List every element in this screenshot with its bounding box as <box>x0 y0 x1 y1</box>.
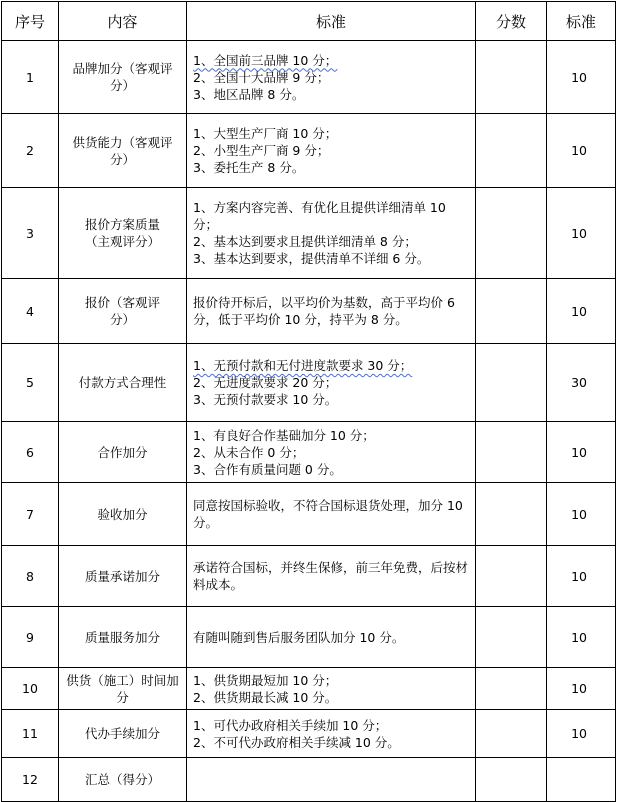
table-row <box>2 344 616 422</box>
row-no: 1 <box>2 41 59 114</box>
table-row <box>2 422 616 483</box>
row-criteria <box>187 41 476 114</box>
criteria-line: 2、从未合作 0 分； <box>193 444 305 460</box>
row-criteria <box>187 188 476 279</box>
row-points <box>476 607 547 668</box>
row-standard: 10 <box>547 710 616 758</box>
header-row <box>2 2 616 41</box>
criteria-line: 2、全国十大品牌 9 分； <box>193 69 330 85</box>
scoring-table <box>1 1 616 802</box>
header-content: 内容 <box>59 2 187 41</box>
table-row <box>2 188 616 279</box>
row-criteria <box>187 422 476 483</box>
row-no: 10 <box>2 668 59 710</box>
row-standard: 10 <box>547 114 616 188</box>
row-points <box>476 422 547 483</box>
row-no: 2 <box>2 114 59 188</box>
row-criteria <box>187 758 476 802</box>
row-points <box>476 668 547 710</box>
row-standard: 10 <box>547 668 616 710</box>
criteria-line: 3、合作有质量问题 0 分。 <box>193 461 342 477</box>
row-points <box>476 41 547 114</box>
row-content: 验收加分 <box>59 483 187 546</box>
criteria-line: 2、不可代办政府相关手续减 10 分。 <box>193 734 400 750</box>
row-content: 质量承诺加分 <box>59 546 187 607</box>
criteria-line: 1、可代办政府相关手续加 10 分； <box>193 717 388 733</box>
row-criteria <box>187 279 476 344</box>
row-no: 4 <box>2 279 59 344</box>
row-content: 代办手续加分 <box>59 710 187 758</box>
row-content: 付款方式合理性 <box>59 344 187 422</box>
row-points <box>476 188 547 279</box>
row-content: 品牌加分（客观评分） <box>59 41 187 114</box>
row-content: 质量服务加分 <box>59 607 187 668</box>
row-points <box>476 279 547 344</box>
table-row <box>2 758 616 802</box>
criteria-line: 2、基本达到要求且提供详细清单 8 分； <box>193 234 417 249</box>
table-row <box>2 668 616 710</box>
criteria-line: 3、地区品牌 8 分。 <box>193 86 305 102</box>
row-standard: 10 <box>547 41 616 114</box>
row-content: 报价（客观评分） <box>59 279 187 344</box>
criteria-line: 1、方案内容完善、有优化且提供详细清单 10 分； <box>193 200 446 232</box>
table-row <box>2 114 616 188</box>
criteria-line: 1、全国前三品牌 10 分； <box>193 52 338 68</box>
row-no: 8 <box>2 546 59 607</box>
criteria-line: 1、大型生产厂商 10 分； <box>193 126 338 141</box>
row-no: 3 <box>2 188 59 279</box>
row-points <box>476 710 547 758</box>
table-row <box>2 483 616 546</box>
row-standard <box>547 758 616 802</box>
criteria-line: 报价待开标后，以平均价为基数，高于平均价 6 分，低于平均价 10 分，持平为 8 分。 <box>193 295 455 327</box>
criteria-line: 2、无进度款要求 20 分； <box>193 375 338 390</box>
row-no: 5 <box>2 344 59 422</box>
criteria-line: 3、基本达到要求，提供清单不详细 6 分。 <box>193 251 430 266</box>
row-standard: 10 <box>547 546 616 607</box>
table-row <box>2 546 616 607</box>
criteria-line: 有随叫随到售后服务团队加分 10 分。 <box>193 629 405 645</box>
header-criteria: 标准 <box>187 2 476 41</box>
row-standard: 10 <box>547 483 616 546</box>
criteria-line: 2、供货期最长减 10 分。 <box>193 689 338 705</box>
criteria-line: 2、小型生产厂商 9 分； <box>193 143 330 158</box>
row-criteria <box>187 114 476 188</box>
row-no: 6 <box>2 422 59 483</box>
criteria-line: 同意按国标验收，不符合国标退货处理，加分 10 分。 <box>193 498 463 530</box>
row-standard: 30 <box>547 344 616 422</box>
row-criteria <box>187 483 476 546</box>
row-content: 报价方案质量（主观评分） <box>59 188 187 279</box>
row-standard: 10 <box>547 607 616 668</box>
table-row <box>2 607 616 668</box>
row-criteria <box>187 344 476 422</box>
criteria-line: 1、有良好合作基础加分 10 分； <box>193 427 375 443</box>
criteria-line: 承诺符合国标，并终生保修，前三年免费，后按材料成本。 <box>193 560 469 592</box>
row-points <box>476 546 547 607</box>
table-row <box>2 41 616 114</box>
row-points <box>476 483 547 546</box>
table-row <box>2 710 616 758</box>
header-points: 分数 <box>476 2 547 41</box>
criteria-line: 3、无预付款要求 10 分。 <box>193 392 338 407</box>
criteria-line: 3、委托生产 8 分。 <box>193 160 305 175</box>
table-row <box>2 279 616 344</box>
row-standard: 10 <box>547 188 616 279</box>
row-content: 供货（施工）时间加分 <box>59 668 187 710</box>
criteria-line: 1、无预付款和无付进度款要求 30 分； <box>193 358 413 373</box>
row-standard: 10 <box>547 422 616 483</box>
row-criteria <box>187 710 476 758</box>
row-no: 12 <box>2 758 59 802</box>
header-standard: 标准 <box>547 2 616 41</box>
row-criteria <box>187 607 476 668</box>
row-criteria <box>187 668 476 710</box>
row-no: 11 <box>2 710 59 758</box>
row-points <box>476 758 547 802</box>
row-content: 汇总（得分） <box>59 758 187 802</box>
row-no: 9 <box>2 607 59 668</box>
row-criteria <box>187 546 476 607</box>
row-content: 供货能力（客观评分） <box>59 114 187 188</box>
header-no: 序号 <box>2 2 59 41</box>
criteria-line: 1、供货期最短加 10 分； <box>193 672 338 688</box>
row-points <box>476 114 547 188</box>
row-points <box>476 344 547 422</box>
row-standard: 10 <box>547 279 616 344</box>
row-no: 7 <box>2 483 59 546</box>
row-content: 合作加分 <box>59 422 187 483</box>
